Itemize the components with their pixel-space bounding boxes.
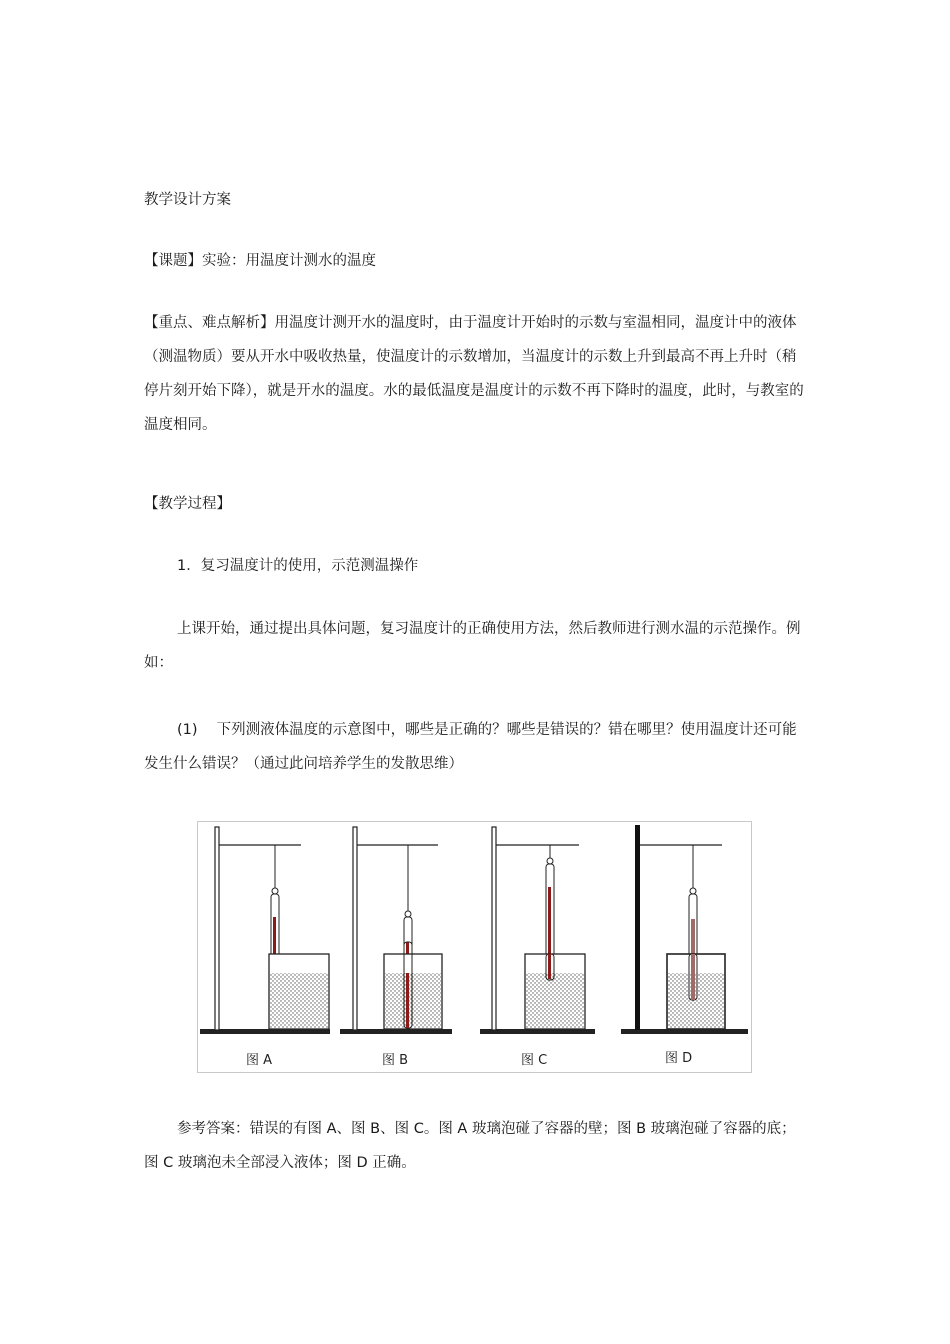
thermometer-figure: [197, 821, 752, 1073]
step-1-body: 上课开始，通过提出具体问题，复习温度计的正确使用方法，然后教师进行测水温的示范操作。例如：: [144, 621, 801, 671]
panel-c: [480, 827, 595, 1034]
caption-b: 图 B: [382, 1053, 409, 1068]
process-heading: 【教学过程】: [144, 496, 231, 512]
caption-a: 图 A: [246, 1053, 273, 1068]
panel-a: [200, 827, 330, 1034]
reference-answer: 参考答案：错误的有图 A、图 B、图 C。图 A 玻璃泡碰了容器的壁；图 B 玻璃泡碰了容器的底；图 C 玻璃泡未全部浸入液体；图 D 正确。: [144, 1121, 796, 1171]
key-points-paragraph: 【重点、难点解析】用温度计测开水的温度时，由于温度计开始时的示数与室温相同，温度计中的液体（测温物质）要从开水中吸收热量，使温度计的示数增加，当温度计的示数上升到最高不再上升时（稍停片刻开始下降），就是开水的温度。水的最低温度是温度计的示数不再下降时的温度，此时，与教室的温度相同。: [144, 315, 804, 433]
lesson-topic: 【课题】实验：用温度计测水的温度: [144, 253, 376, 269]
panel-b: [340, 827, 452, 1034]
panel-d: [621, 825, 748, 1034]
document-title: 教学设计方案: [144, 192, 231, 208]
caption-d: 图 D: [665, 1051, 693, 1066]
step-1-heading: 1．复习温度计的使用，示范测温操作: [177, 558, 419, 574]
question-1: (1) 下列测液体温度的示意图中，哪些是正确的？哪些是错误的？错在哪里？使用温度计还可能发生什么错误？（通过此问培养学生的发散思维）: [144, 722, 797, 772]
caption-c: 图 C: [521, 1053, 548, 1068]
